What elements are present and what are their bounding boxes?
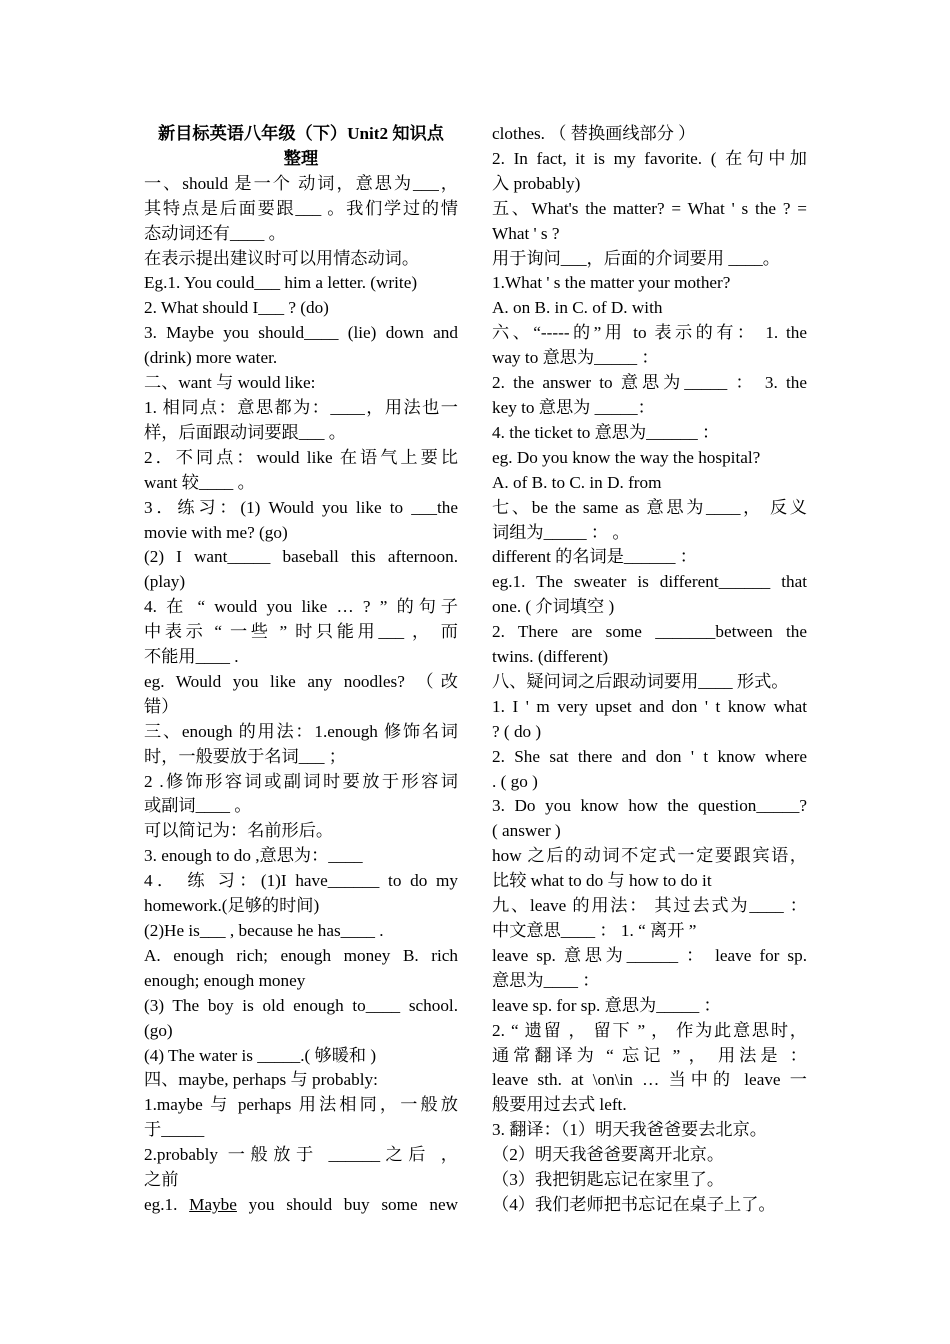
left-text-line: 二、want 与 would like: xyxy=(144,373,316,393)
right-text-line: way to 意思为_____ ： xyxy=(492,348,659,368)
right-text-line: 3. Do you know how the question_____? xyxy=(492,796,807,816)
left-text-line: homework.(足够的时间) xyxy=(144,896,320,916)
right-text-line: how 之后的动词不定式一定要跟宾语， xyxy=(492,846,807,866)
right-text-line: 九、leave 的用法： 其过去式为____ ： xyxy=(492,896,807,916)
left-text-line: (4) The water is _____.( 够暖和 ) xyxy=(144,1045,377,1065)
left-text-line: 于_____ xyxy=(144,1120,205,1140)
right-text-line: 3. 翻译：（1）明天我爸爸要去北京。 xyxy=(492,1120,767,1140)
left-text-line: (drink) more water. xyxy=(144,348,278,368)
right-text-line: 入 probably) xyxy=(492,173,581,193)
left-text-line: 中表示 “ 一些 ” 时只能用___ ， 而 xyxy=(144,622,458,642)
right-text-line: ( answer ) xyxy=(492,821,561,841)
left-text-block xyxy=(144,172,458,1218)
right-text-line: What ' s ? xyxy=(492,223,560,243)
right-text-line: leave sp. for sp. 意思为_____ ： xyxy=(492,995,721,1015)
right-text-line: 通常翻译为 “ 忘记 ” ， 用法是 ： xyxy=(492,1045,807,1065)
right-text-line: 八、疑问词之后跟动词要用____ 形式。 xyxy=(492,671,789,691)
right-text-line: A. on B. in C. of D. with xyxy=(492,298,663,318)
right-text-line: 用于询问___，后面的介词要用 ____。 xyxy=(492,248,780,268)
right-text-line: leave sp. 意思为______ ： leave for sp. xyxy=(492,945,807,965)
right-text-line: 2. She sat there and don ' t know where xyxy=(492,746,807,766)
right-text-line: 2. In fact, it is my favorite. ( 在句中加 xyxy=(492,148,807,168)
right-text-line: ? ( do ) xyxy=(492,721,542,741)
left-text-line: 2．不同点：would like 在语气上要比 xyxy=(144,447,458,467)
left-text-line: 4． 练 习：(1)I have______ to do my xyxy=(144,871,458,891)
left-text-line: Eg.1. You could___ him a letter. (write) xyxy=(144,273,418,293)
right-text-line: （3）我把钥匙忘记在家里了。 xyxy=(492,1170,725,1190)
right-text-line: 4. the ticket to 意思为______ ： xyxy=(492,422,720,442)
left-text-line: 1.maybe 与 perhaps 用法相同，一般放 xyxy=(144,1095,458,1115)
right-text-line: （2）明天我爸爸要离开北京。 xyxy=(492,1145,725,1165)
right-text-block xyxy=(492,122,807,1218)
left-text-line: 2. What should I___ ? (do) xyxy=(144,298,329,318)
right-text-line: key to 意思为 _____： xyxy=(492,397,655,417)
left-text-line: 一、should 是一个 动词，意思为___， xyxy=(144,173,458,193)
underlined-word: Maybe xyxy=(189,1194,237,1214)
right-text-line: different 的名词是______ ： xyxy=(492,547,697,567)
left-text-line: 其特点是后面要跟___ 。我们学过的情 xyxy=(144,198,458,218)
left-text-line: 3．练习：(1) Would you like to ___the xyxy=(144,497,458,517)
left-text-line: 1. 相同点：意思都为：____，用法也一 xyxy=(144,397,458,417)
left-text-line: eg.1. Maybe you should buy some new xyxy=(144,1194,458,1214)
left-text-line: (2) I want_____ baseball this afternoon. xyxy=(144,547,458,567)
right-text-line: clothes. （ 替换画线部分 ） xyxy=(492,124,696,143)
right-text-line: one. ( 介词填空 ) xyxy=(492,597,615,617)
left-text-line: 4. 在 “ would you like … ? ” 的句子 xyxy=(144,597,458,617)
right-text-line: twins. (different) xyxy=(492,647,609,667)
left-text-line: (play) xyxy=(144,572,186,592)
left-text-line: 在表示提出建议时可以用情态动词。 xyxy=(144,248,420,268)
left-text-line: enough; enough money xyxy=(144,970,306,990)
left-text-line: 错） xyxy=(144,696,179,716)
right-text-line: 2. There are some _______between the xyxy=(492,622,807,642)
right-column xyxy=(492,122,807,1218)
right-text-line: 意思为____ ： xyxy=(492,970,600,990)
right-text-line: 1. I ' m very upset and don ' t know what xyxy=(492,696,807,716)
right-text-line: 六、“-----的”用 to 表示的有： 1. the xyxy=(492,323,807,343)
left-column xyxy=(144,122,458,1218)
left-text-line: 之前 xyxy=(144,1170,179,1190)
right-text-line: 2. “ 遗留 ， 留下 ” ， 作为此意思时， xyxy=(492,1020,807,1040)
right-text-line: eg. Do you know the way the hospital? xyxy=(492,447,761,467)
left-text-line: 四、maybe, perhaps 与 probably: xyxy=(144,1070,378,1090)
left-text-line: 三、enough 的用法：1.enough 修饰名词 xyxy=(144,721,458,741)
right-text-line: 2. the answer to 意思为_____ ： 3. the xyxy=(492,373,807,393)
left-text-line: (go) xyxy=(144,1020,173,1040)
left-text-line: (3) The boy is old enough to____ school. xyxy=(144,995,458,1015)
left-text-line: 3. enough to do ,意思为：____ xyxy=(144,846,363,866)
left-text-line: 2 .修饰形容词或副词时要放于形容词 xyxy=(144,771,458,791)
document-title: 新目标英语八年级（下）Unit2 知识点 xyxy=(158,124,444,143)
left-text-line: movie with me? (go) xyxy=(144,522,288,542)
right-text-line: . ( go ) xyxy=(492,771,538,791)
left-text-line: 2.probably 一般放于 ______之后 ， xyxy=(144,1145,458,1165)
right-text-line: 词组为_____ ： 。 xyxy=(492,522,630,542)
right-text-line: 比较 what to do 与 how to do it xyxy=(492,871,712,891)
left-text-line: eg. Would you like any noodles? （改 xyxy=(144,671,458,691)
right-text-line: 般要用过去式 left. xyxy=(492,1095,627,1115)
left-text-line: 时，一般要放于名词___ ； xyxy=(144,746,346,766)
left-text-line: 或副词____ 。 xyxy=(144,796,252,816)
left-text-line: 可以简记为：名前形后。 xyxy=(144,821,334,841)
right-text-line: leave sth. at \on\in … 当中的 leave 一 xyxy=(492,1070,807,1090)
right-text-line: （4）我们老师把书忘记在桌子上了。 xyxy=(492,1194,776,1214)
right-text-line: 七、be the same as 意思为____， 反义 xyxy=(492,497,807,517)
document-title-continued: 整理 xyxy=(283,148,319,168)
left-text-line: 态动词还有____ 。 xyxy=(144,223,286,243)
left-text-line: (2)He is___ , because he has____ . xyxy=(144,921,384,940)
left-text-line: 3. Maybe you should____ (lie) down and xyxy=(144,323,458,343)
left-text-line: 样，后面跟动词要跟___ 。 xyxy=(144,422,346,442)
right-text-line: eg.1. The sweater is different______ that xyxy=(492,572,807,592)
left-text-line: want 较____ 。 xyxy=(144,472,255,492)
right-text-line: 1.What ' s the matter your mother? xyxy=(492,273,731,293)
left-text-line: A. enough rich; enough money B. rich xyxy=(144,945,458,965)
right-text-line: A. of B. to C. in D. from xyxy=(492,472,662,492)
right-text-line: 五、What's the matter? = What ' s the ? = xyxy=(492,198,807,218)
left-text-line: 不能用____ . xyxy=(144,647,239,667)
right-text-line: 中文意思____ ： 1. “ 离开 ” xyxy=(492,921,697,940)
